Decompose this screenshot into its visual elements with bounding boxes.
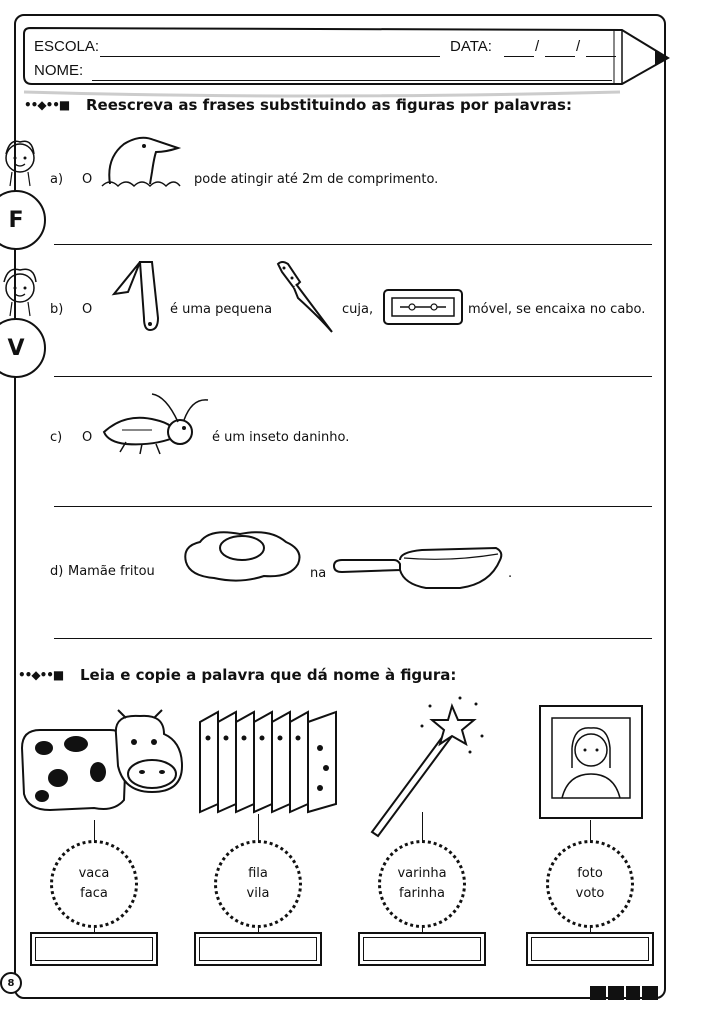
name-label: NOME: [34, 62, 84, 79]
item-b-letter: b) [50, 302, 64, 317]
answer-box-1[interactable] [30, 932, 158, 966]
date-sep-2: / [576, 38, 581, 55]
magic-wand-icon [360, 696, 490, 838]
date-label: DATA: [450, 38, 492, 55]
item-c-letter: c) [50, 430, 63, 445]
photo-stem [590, 820, 591, 842]
bullet-icon-2: ••◆••■ [18, 668, 64, 682]
word-option: varinha [397, 866, 447, 881]
item-d-letter: d) [50, 564, 64, 579]
publisher-logo [590, 984, 660, 1002]
word-option: vaca [78, 866, 110, 881]
date-year-field[interactable] [586, 56, 616, 57]
name-field[interactable] [92, 80, 612, 81]
word-option: fila [248, 866, 268, 881]
word-option: voto [575, 886, 605, 901]
school-label: ESCOLA: [34, 38, 100, 55]
word-option: farinha [399, 886, 445, 901]
cow-icon [14, 708, 188, 820]
word-circle-4 [546, 840, 634, 928]
fried-egg-icon [180, 526, 308, 586]
item-c-answer-line[interactable] [54, 506, 652, 507]
date-month-field[interactable] [545, 56, 575, 57]
domino-stem [258, 814, 259, 842]
girl-face-icon-1 [0, 132, 40, 188]
item-a-answer-line[interactable] [54, 244, 652, 245]
item-b-text3: móvel, se encaixa no cabo. [468, 302, 646, 317]
item-d-text2: na [310, 566, 327, 581]
dolphin-icon [96, 128, 186, 194]
item-b-text2: cuja, [342, 302, 374, 317]
knife-icon [272, 258, 342, 338]
word-option: faca [80, 886, 108, 901]
penknife-icon [100, 258, 170, 334]
item-b-o: O [82, 302, 93, 317]
domino-row-icon [196, 708, 344, 814]
item-a-letter: a) [50, 172, 64, 187]
frying-pan-icon [330, 542, 506, 594]
school-field[interactable] [100, 56, 440, 57]
girl-face-icon-2 [0, 262, 40, 318]
razor-blade-icon [382, 288, 464, 326]
item-c-text: é um inseto daninho. [212, 430, 350, 445]
answer-box-2[interactable] [194, 932, 322, 966]
section1-instruction: Reescreva as frases substituindo as figuras por palavras: [86, 96, 572, 114]
wand-stem [422, 812, 423, 842]
word-circle-1 [50, 840, 138, 928]
tab-v[interactable]: V [0, 318, 46, 378]
answer-box-3[interactable] [358, 932, 486, 966]
item-c-o: O [82, 430, 93, 445]
word-option: vila [246, 886, 270, 901]
bullet-icon: ••◆••■ [24, 98, 70, 112]
date-sep-1: / [535, 38, 540, 55]
item-b-text1: é uma pequena [170, 302, 273, 317]
section2-instruction: Leia e copie a palavra que dá nome à figura: [80, 666, 457, 684]
item-a-o: O [82, 172, 93, 187]
item-d-answer-line[interactable] [54, 638, 652, 639]
date-day-field[interactable] [504, 56, 534, 57]
item-b-answer-line[interactable] [54, 376, 652, 377]
answer-box-4[interactable] [526, 932, 654, 966]
word-circle-3 [378, 840, 466, 928]
word-option: foto [577, 866, 603, 881]
cricket-icon [96, 386, 212, 458]
page-number: 8 [0, 972, 22, 994]
tab-f[interactable]: F [0, 190, 46, 250]
cow-stem [94, 820, 95, 842]
word-circle-2 [214, 840, 302, 928]
item-a-text: pode atingir até 2m de comprimento. [194, 172, 439, 187]
header-pencil-frame [0, 0, 719, 100]
photo-frame-icon [538, 704, 644, 820]
item-d-text1: Mamãe fritou [68, 564, 155, 579]
item-d-end: . [508, 566, 513, 581]
